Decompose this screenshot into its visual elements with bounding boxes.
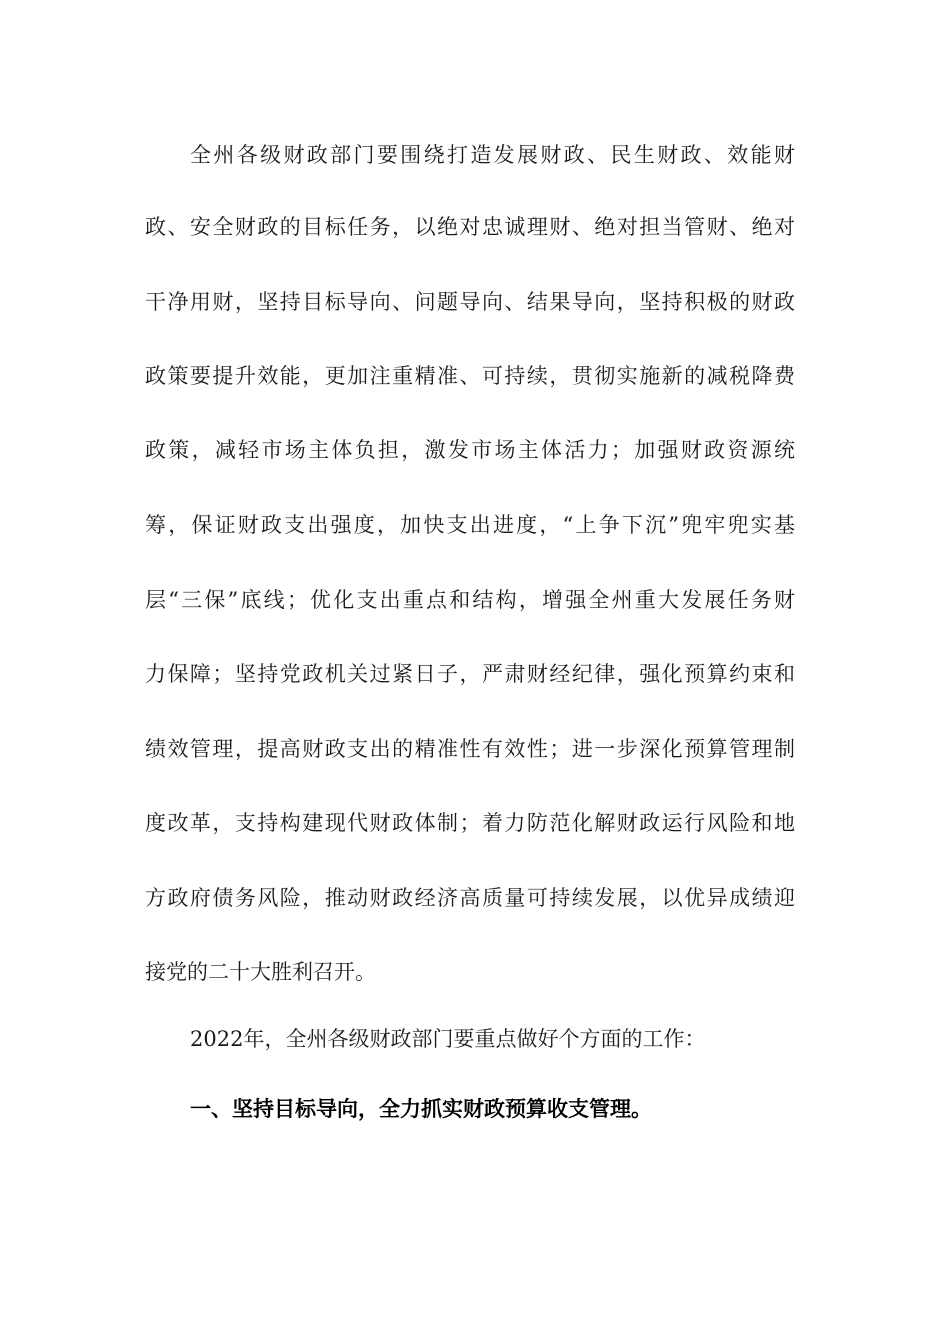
paragraph-line: 筹，保证财政支出强度，加快支出进度，“上争下沉”兜牢兜实基: [145, 513, 795, 537]
section-heading: 一、坚持目标导向，全力抓实财政预算收支管理。: [190, 1096, 652, 1121]
paragraph-intro: 2022年，全州各级财政部门要重点做好个方面的工作：: [190, 1027, 706, 1051]
paragraph-line: 层“三保”底线；优化支出重点和结构，增强全州重大发展任务财: [145, 588, 795, 612]
paragraph-line: 干净用财，坚持目标导向、问题导向、结果导向，坚持积极的财政: [145, 290, 795, 314]
paragraph-line: 力保障；坚持党政机关过紧日子，严肃财经纪律，强化预算约束和: [145, 662, 795, 686]
paragraph-line: 政策要提升效能，更加注重精准、可持续，贯彻实施新的减税降费: [145, 364, 795, 388]
paragraph-line: 政策，减轻市场主体负担，激发市场主体活力；加强财政资源统: [145, 438, 795, 462]
paragraph-line: 度改革，支持构建现代财政体制；着力防范化解财政运行风险和地: [145, 811, 795, 835]
paragraph-line: 绩效管理，提高财政支出的精准性有效性；进一步深化预算管理制: [145, 737, 795, 761]
paragraph-line: 政、安全财政的目标任务，以绝对忠诚理财、绝对担当管财、绝对: [145, 215, 795, 239]
paragraph-line: 方政府债务风险，推动财政经济高质量可持续发展，以优异成绩迎: [145, 886, 795, 910]
paragraph-line: 全州各级财政部门要围绕打造发展财政、民生财政、效能财: [190, 143, 795, 167]
paragraph-line: 接党的二十大胜利召开。: [145, 960, 376, 984]
